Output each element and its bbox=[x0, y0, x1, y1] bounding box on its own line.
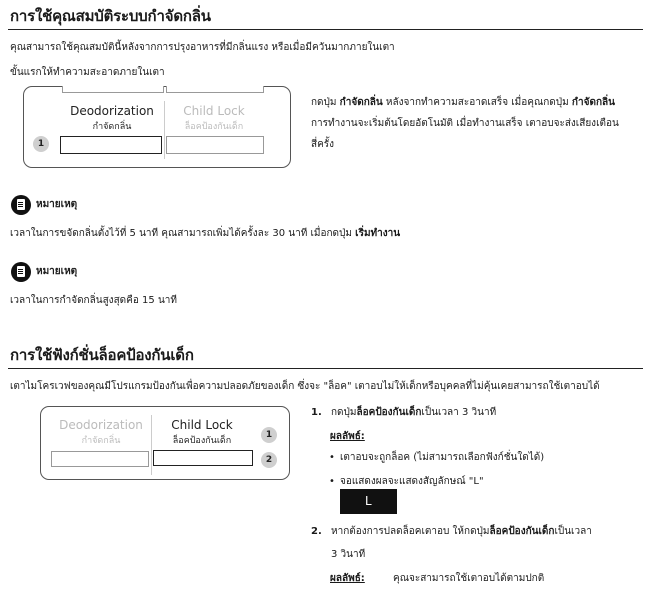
desc-part1: กดปุ่ม bbox=[311, 97, 340, 108]
note2-text: เวลาในการกำจัดกลิ่นสูงสุดคือ 15 นาที bbox=[10, 295, 177, 306]
control-panel-illustration bbox=[40, 406, 290, 480]
step1-bullet-1: • เตาอบจะถูกล็อค (ไม่สามารถเลือกฟังก์ชั่นใดได้) bbox=[340, 451, 544, 465]
step2-line-2: 3 วินาที bbox=[331, 549, 366, 560]
top-button-left bbox=[62, 86, 164, 93]
deodorization-label-en: Deodorization bbox=[70, 104, 154, 118]
step2-result-label: ผลลัพธ์: bbox=[330, 573, 365, 584]
deodorization-button[interactable] bbox=[51, 451, 149, 467]
step2-text-bold: ล็อคป้องกันเด็ก bbox=[489, 526, 555, 537]
note1-text-main: เวลาในการขจัดกลิ่นตั้งไว้ที่ 5 นาที คุณสามารถเพิ่มได้ครั้งละ 30 นาที เมื่อกดปุ่ม bbox=[10, 228, 356, 239]
section-title-childlock: การใช้ฟังก์ชั่นล็อคป้องกันเด็ก bbox=[10, 346, 194, 364]
childlock-button[interactable] bbox=[166, 136, 264, 154]
note1-text-bold: เริ่มทำงาน bbox=[355, 228, 401, 239]
step-number-badge: 1 bbox=[33, 136, 49, 152]
deodorization-label bbox=[51, 418, 151, 447]
childlock-label bbox=[153, 418, 251, 447]
deodorization-label-th: กำจัดกลิ่น bbox=[81, 436, 121, 446]
button-separator bbox=[151, 415, 152, 475]
step2-result-text: คุณจะสามารถใช้เตาอบได้ตามปกติ bbox=[393, 573, 545, 584]
desc-bold1: กำจัดกลิ่น bbox=[339, 97, 383, 108]
step2-number: 2. bbox=[311, 526, 322, 537]
step1-text-post: เป็นเวลา 3 วินาที bbox=[421, 407, 497, 418]
button-separator bbox=[164, 101, 165, 159]
display-lock-symbol: L bbox=[340, 489, 397, 514]
deodorization-label-en: Deodorization bbox=[59, 418, 143, 432]
childlock-label-en: Child Lock bbox=[171, 418, 233, 432]
childlock-intro: เตาไมโครเวฟของคุณมีโปรแกรมป้องกันเพื่อความปลอดภัยของเด็ก ซึ่งจะ "ล็อค" เตาอบไม่ให้เด็กหรือบุคคลที่ไม่คุ้นเคยสามารถใช้เตาอบได้ bbox=[10, 381, 600, 392]
step-number-badge-2: 2 bbox=[261, 452, 277, 468]
note-icon bbox=[11, 262, 31, 282]
section-divider bbox=[8, 29, 643, 30]
step2-text-post: เป็นเวลา bbox=[554, 526, 592, 537]
step1-text-bold: ล็อคป้องกันเด็ก bbox=[356, 407, 422, 418]
step1-text-pre: กดปุ่ม bbox=[331, 407, 357, 418]
intro-line-2: ขั้นแรกให้ทำความสะอาดภายในเตา bbox=[10, 67, 165, 78]
childlock-label-th: ล็อคป้องกันเด็ก bbox=[184, 122, 244, 132]
childlock-button[interactable] bbox=[153, 450, 253, 466]
deodorization-label-th: กำจัดกลิ่น bbox=[92, 122, 132, 132]
deodorization-button[interactable] bbox=[60, 136, 162, 154]
note2-title: หมายเหตุ bbox=[36, 266, 78, 277]
top-button-right bbox=[166, 86, 264, 93]
childlock-label bbox=[166, 104, 262, 133]
note1-title: หมายเหตุ bbox=[36, 199, 78, 210]
desc-bold2: กำจัดกลิ่น bbox=[571, 97, 615, 108]
desc-part2: หลังจากทำความสะอาดเสร็จ เมื่อคุณกดปุ่ม bbox=[382, 97, 572, 108]
step1-result-label: ผลลัพธ์: bbox=[330, 431, 365, 442]
desc-line3: สี่ครั้ง bbox=[311, 139, 335, 150]
step-number-badge-1: 1 bbox=[261, 427, 277, 443]
step1-bullet-2: • จอแสดงผลจะแสดงสัญลักษณ์ "L" bbox=[340, 475, 484, 489]
childlock-label-en: Child Lock bbox=[183, 104, 245, 118]
deodorization-label bbox=[62, 104, 162, 133]
intro-line-1: คุณสามารถใช้คุณสมบัตินี้หลังจากการปรุงอาหารที่มีกลิ่นแรง หรือเมื่อมีควันมากภายในเตา bbox=[10, 42, 395, 53]
desc-line2: การทำงานจะเริ่มต้นโดยอัตโนมัติ เมื่อทำงานเสร็จ เตาอบจะส่งเสียงเตือน bbox=[311, 118, 619, 129]
deodorization-description bbox=[311, 92, 646, 155]
section-divider bbox=[8, 368, 643, 369]
step1-number: 1. bbox=[311, 407, 322, 418]
note-icon bbox=[11, 195, 31, 215]
control-panel-illustration bbox=[23, 86, 291, 168]
note1-text bbox=[10, 227, 400, 241]
childlock-label-th: ล็อคป้องกันเด็ก bbox=[172, 436, 232, 446]
section-title-deodorization: การใช้คุณสมบัติระบบกำจัดกลิ่น bbox=[10, 7, 211, 25]
step2-text-pre: หากต้องการปลดล็อคเตาอบ ให้กดปุ่ม bbox=[331, 526, 490, 537]
